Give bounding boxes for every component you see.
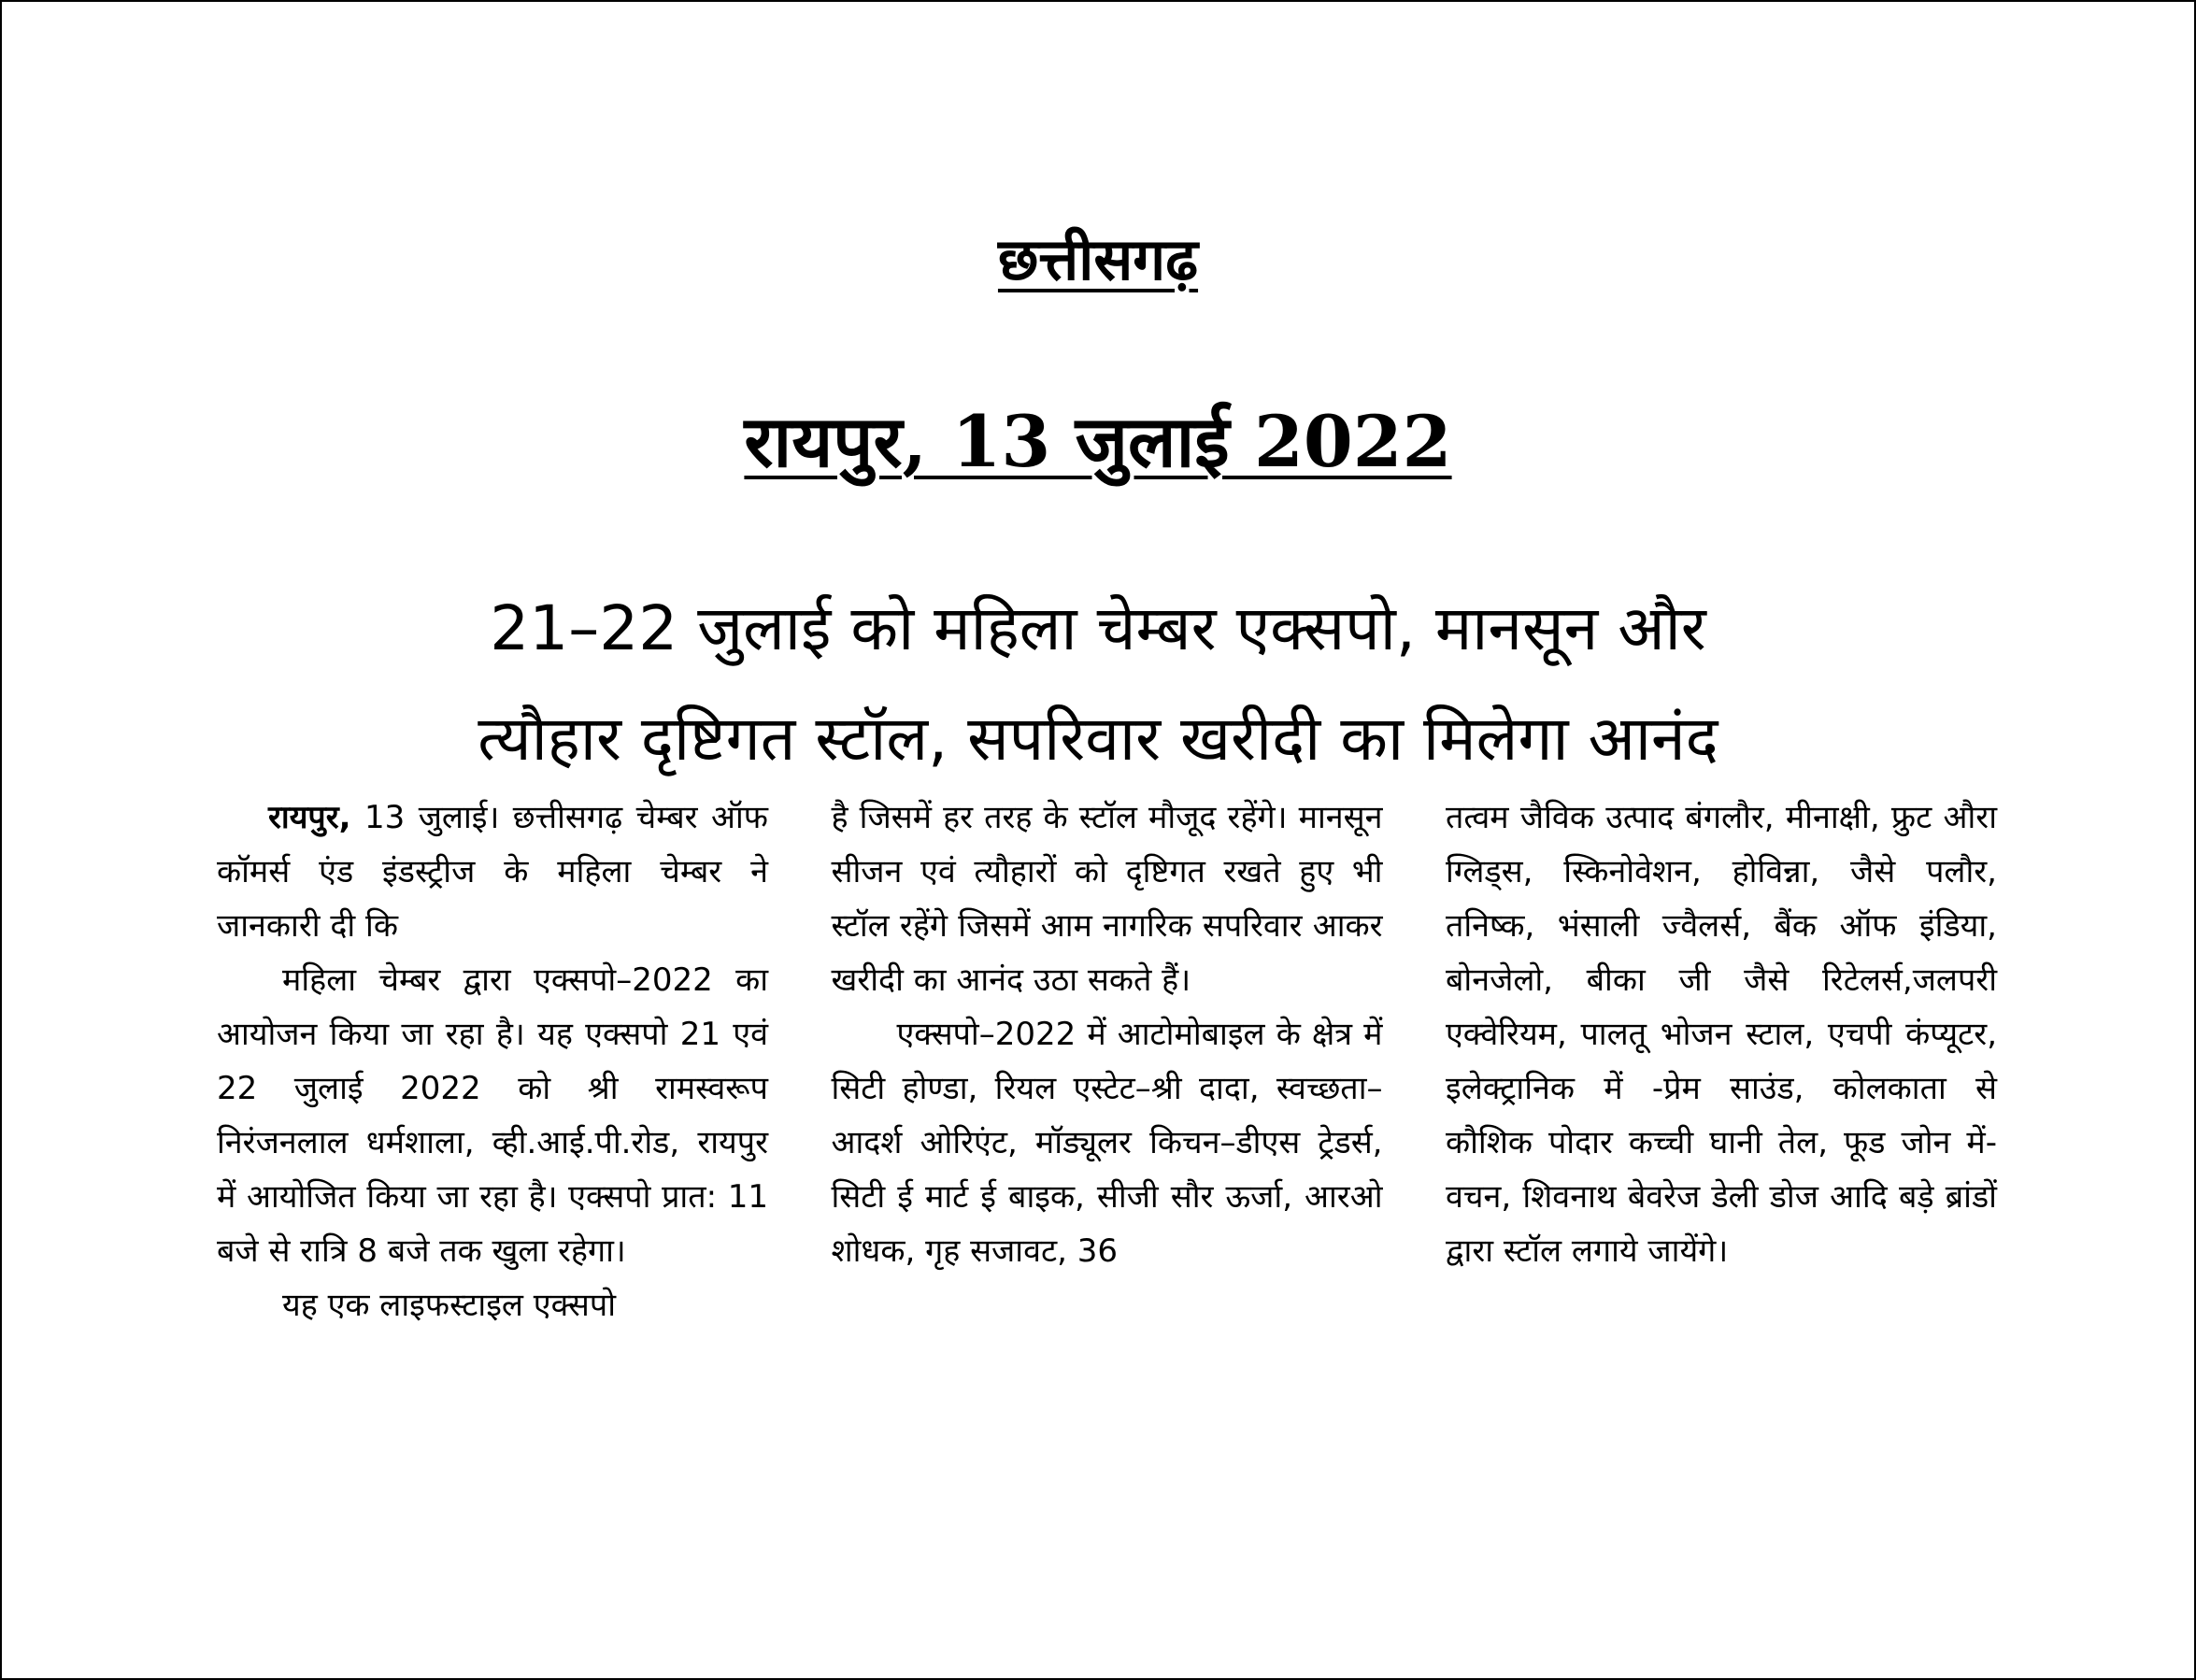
article-paragraph: महिला चेम्बर द्वारा एक्सपो–2022 का आयोजन किया जा रहा है। यह एक्सपो 21 एवं 22 जुलाई 2022 को श्री रामस्वरूप निरंजनलाल धर्मशाला, व्ही.आई.पी.रोड, रायपुर में आयोजित किया जा रहा है। एक्सपो प्रात: 11 बजे से रात्रि 8 बजे तक खुला रहेगा। — [217, 961, 768, 1270]
article-dateline: रायपुर, — [268, 799, 351, 836]
state-heading-text: छत्तीसगढ़ — [997, 225, 1199, 293]
dateline-heading-text: रायपुर, 13 जुलाई 2022 — [744, 400, 1452, 483]
article-column-2 — [832, 790, 1383, 1585]
headline-line-2: त्यौहार दृष्टिगत स्टॉल, सपरिवार खरीदी का मिलेगा आनंद — [478, 703, 1718, 775]
article-paragraph: एक्सपो–2022 में आटोमोबाइल के क्षेत्र में सिटी होण्डा, रियल एस्टेट–श्री दादा, स्वच्छता–आदर्श ओरिएंट, मॉड्यूलर किचन–डीएस ट्रेडर्स, सिटी ई मार्ट ई बाइक, सीजी सौर ऊर्जा, आरओ शोधक, गृह सजावट, 36 — [831, 1016, 1383, 1270]
article-paragraph: है जिसमें हर तरह के स्टॉल मौजूद रहेंगे। मानसून सीजन एवं त्यौहारों को दृष्टिगत रखते हुए भी स्टॉल रहेंगे जिसमें आम नागरिक सपरिवार आकर खरीदी का आनंद उठा सकते हैं। — [831, 799, 1383, 999]
article-paragraph-text: 13 जुलाई। छत्तीसगढ़ चेम्बर ऑफ कॉमर्स एंड इंडस्ट्रीज के महिला चेम्बर ने जानकारी दी कि — [217, 799, 768, 945]
article-column-3 — [1446, 790, 1997, 1585]
article-paragraph — [217, 790, 768, 953]
article-paragraph: यह एक लाइफस्टाइल एक्सपो — [282, 1287, 617, 1324]
article-headline — [262, 574, 1934, 794]
article-paragraph: तत्वम जैविक उत्पाद बंगलौर, मीनाक्षी, फ्रुट औरा ग्लिड्स, स्किनोवेशन, होविन्ना, जैसे पलौर, तनिष्क, भंसाली ज्वैलर्स, बैंक ऑफ इंडिया, बोनजेलो, बीका जी जैसे रिटेलर्स,जलपरी एक्वेरियम, पालतू भोजन स्टाल, एचपी कंप्यूटर, इलेक्ट्रानिक में -प्रेम साउंड, कोलकाता से कौशिक पोदार कच्ची घानी तेल, फूड जोन में-वचन, शिवनाथ बेवरेज डेली डोज आदि बड़े ब्रांडों द्वारा स्टॉल लगाये जायेंगे। — [1446, 799, 1997, 1270]
headline-line-1: 21–22 जुलाई को महिला चेम्बर एक्सपो, मानसून और — [490, 592, 1706, 664]
article-body — [217, 790, 1997, 1585]
state-heading — [0, 222, 2196, 297]
dateline-heading — [0, 397, 2196, 487]
article-column-1 — [217, 790, 768, 1585]
